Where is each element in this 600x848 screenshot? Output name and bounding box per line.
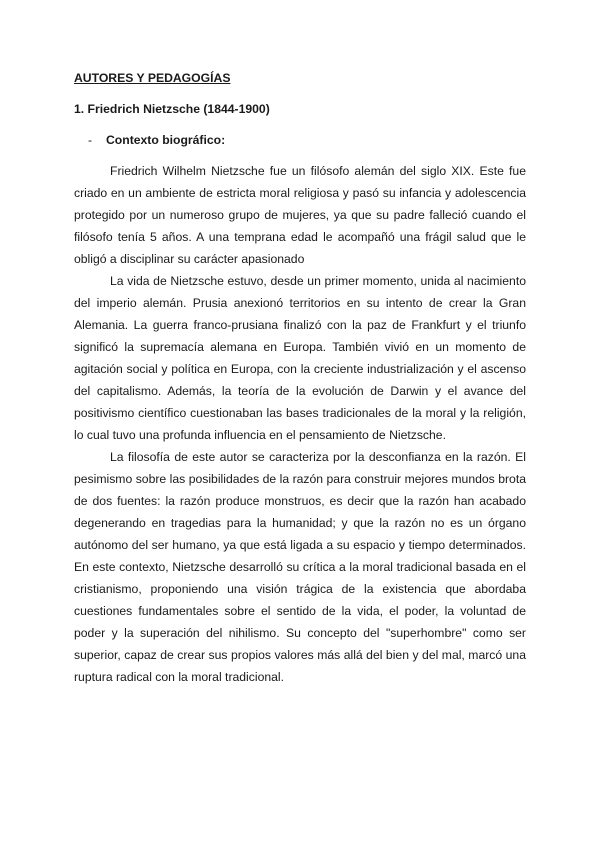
document-title: AUTORES Y PEDAGOGÍAS — [74, 71, 231, 85]
paragraph-biography: Friedrich Wilhelm Nietzsche fue un filósofo alemán del siglo XIX. Este fue criado en un ambiente de estricta moral religiosa y pasó su infancia y adolescencia protegido por un numeroso grupo de mujeres, ya que su padre falleció cuando el filósofo tenía 5 años. A una temprana edad le acompañó una frágil salud que le obligó a disciplinar su carácter apasionado — [74, 164, 526, 266]
bullet-dash: - — [88, 133, 93, 147]
body-text — [74, 160, 526, 688]
section-heading: 1. Friedrich Nietzsche (1844-1900) — [74, 102, 270, 116]
subsection-heading: Contexto biográfico: — [106, 133, 226, 147]
paragraph-historical-context: La vida de Nietzsche estuvo, desde un primer momento, unida al nacimiento del imperio alemán. Prusia anexionó territorios en su intento de crear la Gran Alemania. La guerra franco-prusiana finalizó con la paz de Frankfurt y el triunfo significó la supremacía alemana en Europa. También vivió en un momento de agitación social y política en Europa, con la creciente industrialización y el ascenso del capitalismo. Además, la teoría de la evolución de Darwin y el avance del positivismo científico cuestionaban las bases tradicionales de la moral y la religión, lo cual tuvo una profunda influencia en el pensamiento de Nietzsche. — [74, 274, 526, 442]
document-page — [74, 68, 526, 688]
subsection-heading-row — [88, 130, 526, 150]
paragraph-philosophy: La filosofía de este autor se caracteriza por la desconfianza en la razón. El pesimismo sobre las posibilidades de la razón para construir mejores mundos brota de dos fuentes: la razón produce monstruos, es decir que la razón han acabado degenerando en tragedias para la humanidad; y que la razón no es un órgano autónomo del ser humano, ya que está ligada a su espacio y tiempo determinados. En este contexto, Nietzsche desarrolló su crítica a la moral tradicional basada en el cristianismo, proponiendo una visión trágica de la existencia que abordaba cuestiones fundamentales sobre el sentido de la vida, el poder, la voluntad de poder y la superación del nihilismo. Su concepto del "superhombre" como ser superior, capaz de crear sus propios valores más allá del bien y del mal, marcó una ruptura radical con la moral tradicional. — [74, 450, 526, 684]
